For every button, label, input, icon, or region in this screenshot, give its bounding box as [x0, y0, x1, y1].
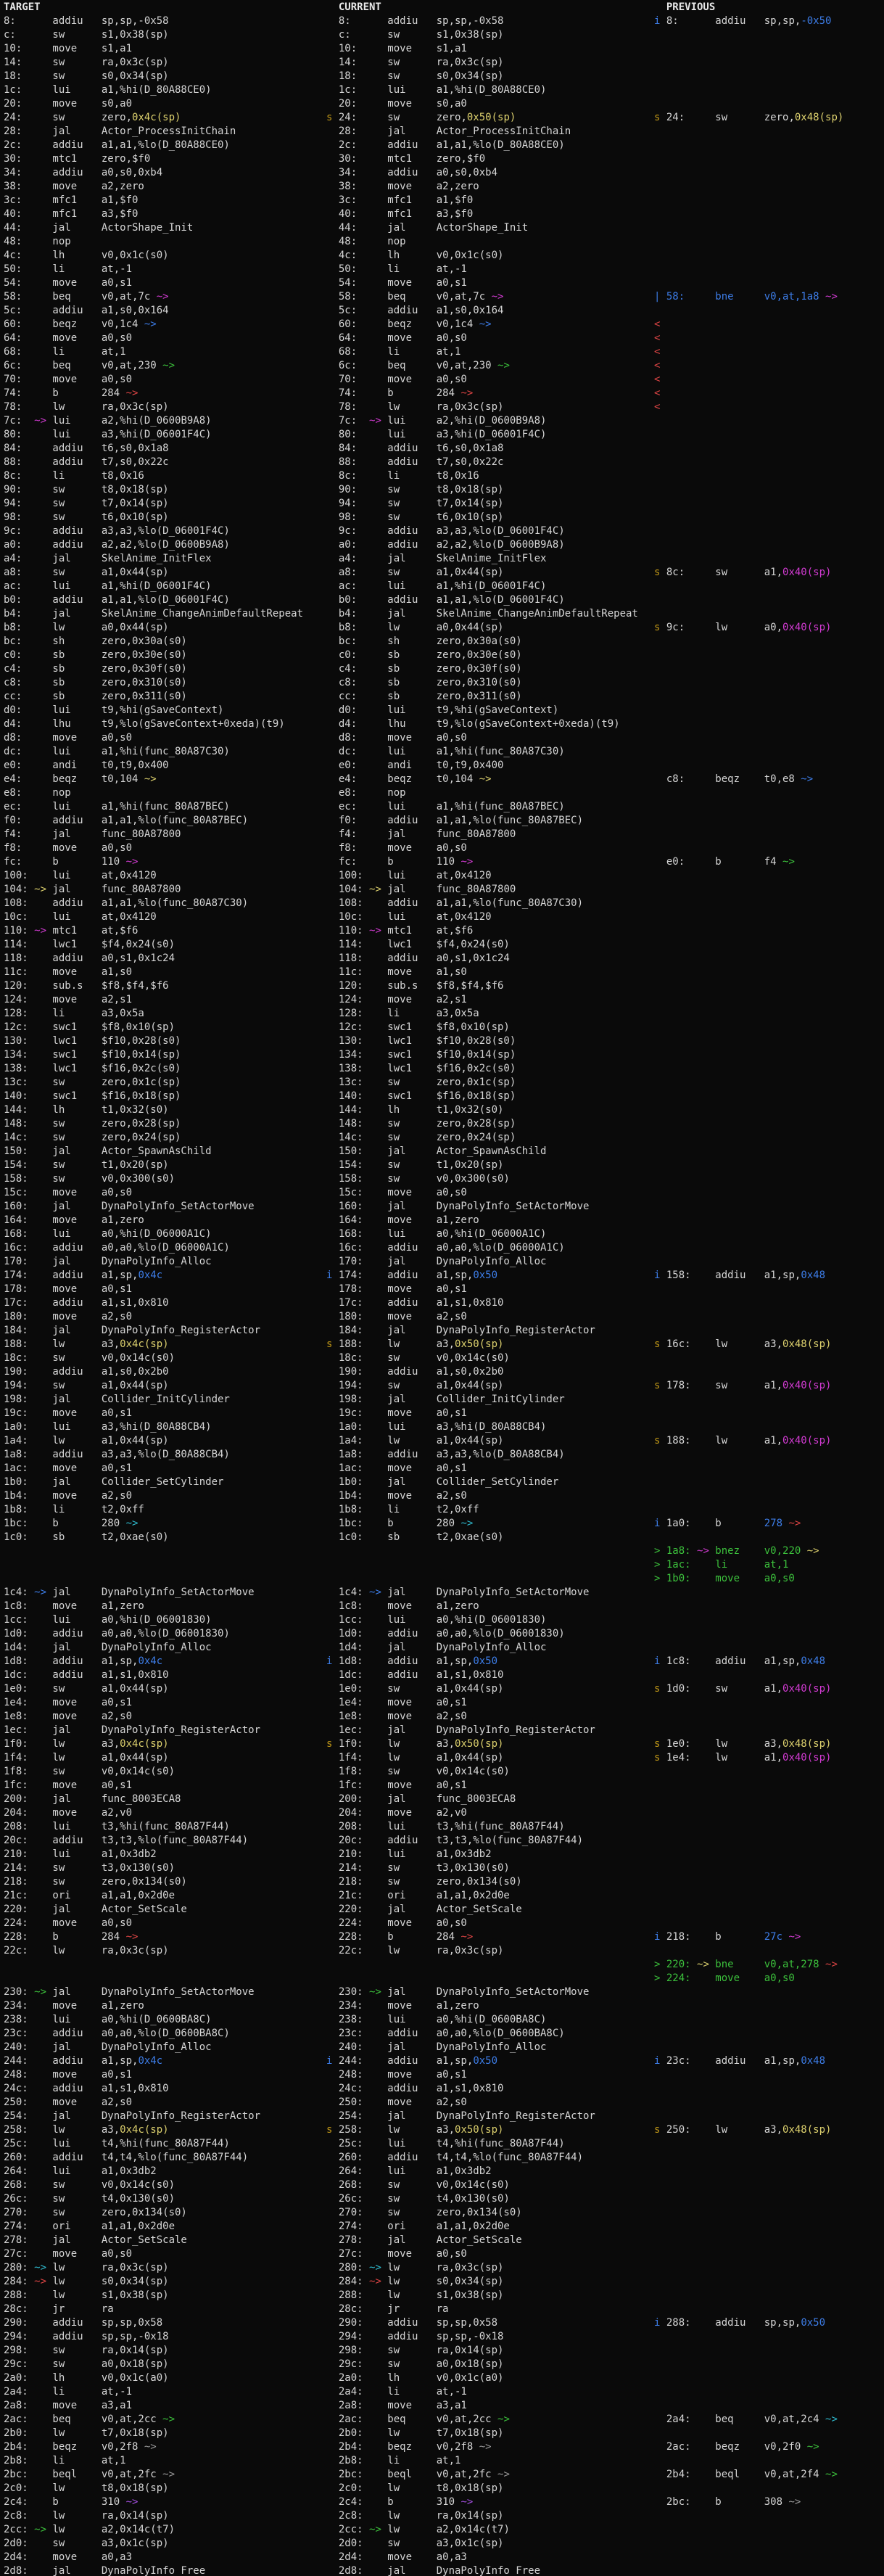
previous-column: PREVIOUS i 8: addiu sp,sp,-0x50 s 24: sw zero,0x48(sp) | 58: bne v0,at,1a8 ~> < < < < < < < s 8c: sw a1,0x40(sp) s 9c: lw a0,0x40(sp) c8: beqz t0,e8 ~> e0: b f4 ~> i 158: addiu a1,sp,0x48 s 16c: lw a3,0x48(sp) s 178: sw a1,0x40(sp) s 188: lw a1,0x40(sp) i 1a0: b 278 ~> > 1a8: ~> bnez v0,220 ~> > 1ac: li at,1 > 1b0: move a0,s0 i 1c8: addiu a1,sp,0x48 s 1d0: sw a1,0x40(sp) s 1e0: lw a3,0x48(sp) s 1e4: lw a1,0x40(sp) i 218: b 27c ~> > 220: ~> bne v0,at,278 ~> > 224: move a0,s0 i 23c: addiu a1,sp,0x48 s 250: lw a3,0x48(sp) i 288: addiu sp,sp,0x50 2a4: beq v0,at,2c4 ~> 2ac: beqz v0,2f0 ~> 2b4: beql v0,at,2f4 ~> 2bc: b 308 ~> — [654, 1, 844, 2508]
target-column: TARGET 8: addiu sp,sp,-0x58 c: sw s1,0x38(sp) 10: move s1,a1 14: sw ra,0x3c(sp) 18: sw s0,0x34(sp) 1c: lui a1,%hi(D_80A88CE0) 20: move s0,a0 24: sw zero,0x4c(sp) 28: jal Actor_ProcessInitChain 2c: addiu a1,a1,%lo(D_80A88CE0) 30: mtc1 zero,$f0 34: addiu a0,s0,0xb4 38: move a2,zero 3c: mfc1 a1,$f0 40: mfc1 a3,$f0 44: jal ActorShape_Init 48: nop 4c: lh v0,0x1c(s0) 50: li at,-1 54: move a0,s1 58: beq v0,at,7c ~> 5c: addiu a1,s0,0x164 60: beqz v0,1c4 ~> 64: move a0,s0 68: li at,1 6c: beq v0,at,230 ~> 70: move a0,s0 74: b 284 ~> 78: lw ra,0x3c(sp) 7c: ~> lui a2,%hi(D_0600B9A8) 80: lui a3,%hi(D_06001F4C) 84: addiu t6,s0,0x1a8 88: addiu t7,s0,0x22c 8c: li t8,0x16 90: sw t8,0x18(sp) 94: sw t7,0x14(sp) 98: sw t6,0x10(sp) 9c: addiu a3,a3,%lo(D_06001F4C) a0: addiu a2,a2,%lo(D_0600B9A8) a4: jal SkelAnime_InitFlex a8: sw a1,0x44(sp) ac: lui a1,%hi(D_06001F4C) b0: addiu a1,a1,%lo(D_06001F4C) b4: jal SkelAnime_ChangeAnimDefaultRepeat b8: lw a0,0x44(sp) bc: sh zero,0x30a(s0) c0: sb zero,0x30e(s0) c4: sb zero,0x30f(s0) c8: sb zero,0x310(s0) cc: sb zero,0x311(s0) d0: lui t9,%hi(gSaveContext) d4: lhu t9,%lo(gSaveContext+0xeda)(t9) d8: move a0,s0 dc: lui a1,%hi(func_80A87C30) e0: andi t0,t9,0x400 e4: beqz t0,104 ~> e8: nop ec: lui a1,%hi(func_80A87BEC) f0: addiu a1,a1,%lo(func_80A87BEC) f4: jal func_80A87800 f8: move a0,s0 fc: b 110 ~> 100: lui at,0x4120 104: ~> jal func_80A87800 108: addiu a1,a1,%lo(func_80A87C30) 10c: lui at,0x4120 110: ~> mtc1 at,$f6 114: lwc1 $f4,0x24(s0) 118: addiu a0,s1,0x1c24 11c: move a1,s0 120: sub.s $f8,$f4,$f6 124: move a2,s1 128: li a3,0x5a 12c: swc1 $f8,0x10(sp) 130: lwc1 $f10,0x28(s0) 134: swc1 $f10,0x14(sp) 138: lwc1 $f16,0x2c(s0) 13c: sw zero,0x1c(sp) 140: swc1 $f16,0x18(sp) 144: lh t1,0x32(s0) 148: sw zero,0x28(sp) 14c: sw zero,0x24(sp) 150: jal Actor_SpawnAsChild 154: sw t1,0x20(sp) 158: sw v0,0x300(s0) 15c: move a0,s0 160: jal DynaPolyInfo_SetActorMove 164: move a1,zero 168: lui a0,%hi(D_06000A1C) 16c: addiu a0,a0,%lo(D_06000A1C) 170: jal DynaPolyInfo_Alloc 174: addiu a1,sp,0x4c 178: move a0,s1 17c: addiu a1,s1,0x810 180: move a2,s0 184: jal DynaPolyInfo_RegisterActor 188: lw a3,0x4c(sp) 18c: sw v0,0x14c(s0) 190: addiu a1,s0,0x2b0 194: sw a1,0x44(sp) 198: jal Collider_InitCylinder 19c: move a0,s1 1a0: lui a3,%hi(D_80A88CB4) 1a4: lw a1,0x44(sp) 1a8: addiu a3,a3,%lo(D_80A88CB4) 1ac: move a0,s1 1b0: jal Collider_SetCylinder 1b4: move a2,s0 1b8: li t2,0xff 1bc: b 280 ~> 1c0: sb t2,0xae(s0) 1c4: ~> jal DynaPolyInfo_SetActorMove 1c8: move a1,zero 1cc: lui a0,%hi(D_06001830) 1d0: addiu a0,a0,%lo(D_06001830) 1d4: jal DynaPolyInfo_Alloc 1d8: addiu a1,sp,0x4c 1dc: addiu a1,s1,0x810 1e0: sw a1,0x44(sp) 1e4: move a0,s1 1e8: move a2,s0 1ec: jal DynaPolyInfo_RegisterActor 1f0: lw a3,0x4c(sp) 1f4: lw a1,0x44(sp) 1f8: sw v0,0x14c(s0) 1fc: move a0,s1 200: jal func_8003ECA8 204: move a2,v0 208: lui t3,%hi(func_80A87F44) 20c: addiu t3,t3,%lo(func_80A87F44) 210: lui a1,0x3db2 214: sw t3,0x130(s0) 218: sw zero,0x134(s0) 21c: ori a1,a1,0x2d0e 220: jal Actor_SetScale 224: move a0,s0 228: b 284 ~> 22c: lw ra,0x3c(sp) 230: ~> jal DynaPolyInfo_SetActorMove 234: move a1,zero 238: lui a0,%hi(D_0600BA8C) 23c: addiu a0,a0,%lo(D_0600BA8C) 240: jal DynaPolyInfo_Alloc 244: addiu a1,sp,0x4c 248: move a0,s1 24c: addiu a1,s1,0x810 250: move a2,s0 254: jal DynaPolyInfo_RegisterActor 258: lw a3,0x4c(sp) 25c: lui t4,%hi(func_80A87F44) 260: addiu t4,t4,%lo(func_80A87F44) 264: lui a1,0x3db2 268: sw v0,0x14c(s0) 26c: sw t4,0x130(s0) 270: sw zero,0x134(s0) 274: ori a1,a1,0x2d0e 278: jal Actor_SetScale 27c: move a0,s0 280: ~> lw ra,0x3c(sp) 284: ~> lw s0,0x34(sp) 288: lw s1,0x38(sp) 28c: jr ra 290: addiu sp,sp,0x58 294: addiu sp,sp,-0x18 298: sw ra,0x14(sp) 29c: sw a0,0x18(sp) 2a0: lh v0,0x1c(a0) 2a4: li at,-1 2a8: move a3,a1 2ac: beq v0,at,2cc ~> 2b0: lw t7,0x18(sp) 2b4: beqz v0,2f8 ~> 2b8: li at,1 2bc: beql v0,at,2fc ~> 2c0: lw t8,0x18(sp) 2c4: b 310 ~> 2c8: lw ra,0x14(sp) 2cc: ~> lw a2,0x14c(t7) 2d0: sw a3,0x1c(sp) 2d4: move a0,a3 2d8: jal DynaPolyInfo_Free — [4, 1, 304, 2576]
current-column: CURRENT 8: addiu sp,sp,-0x58 c: sw s1,0x38(sp) 10: move s1,a1 14: sw ra,0x3c(sp) 18: sw s0,0x34(sp) 1c: lui a1,%hi(D_80A88CE0) 20: move s0,a0 s 24: sw zero,0x50(sp) 28: jal Actor_ProcessInitChain 2c: addiu a1,a1,%lo(D_80A88CE0) 30: mtc1 zero,$f0 34: addiu a0,s0,0xb4 38: move a2,zero 3c: mfc1 a1,$f0 40: mfc1 a3,$f0 44: jal ActorShape_Init 48: nop 4c: lh v0,0x1c(s0) 50: li at,-1 54: move a0,s1 58: beq v0,at,7c ~> 5c: addiu a1,s0,0x164 60: beqz v0,1c4 ~> 64: move a0,s0 68: li at,1 6c: beq v0,at,230 ~> 70: move a0,s0 74: b 284 ~> 78: lw ra,0x3c(sp) 7c: ~> lui a2,%hi(D_0600B9A8) 80: lui a3,%hi(D_06001F4C) 84: addiu t6,s0,0x1a8 88: addiu t7,s0,0x22c 8c: li t8,0x16 90: sw t8,0x18(sp) 94: sw t7,0x14(sp) 98: sw t6,0x10(sp) 9c: addiu a3,a3,%lo(D_06001F4C) a0: addiu a2,a2,%lo(D_0600B9A8) a4: jal SkelAnime_InitFlex a8: sw a1,0x44(sp) ac: lui a1,%hi(D_06001F4C) b0: addiu a1,a1,%lo(D_06001F4C) b4: jal SkelAnime_ChangeAnimDefaultRepeat b8: lw a0,0x44(sp) bc: sh zero,0x30a(s0) c0: sb zero,0x30e(s0) c4: sb zero,0x30f(s0) c8: sb zero,0x310(s0) cc: sb zero,0x311(s0) d0: lui t9,%hi(gSaveContext) d4: lhu t9,%lo(gSaveContext+0xeda)(t9) d8: move a0,s0 dc: lui a1,%hi(func_80A87C30) e0: andi t0,t9,0x400 e4: beqz t0,104 ~> e8: nop ec: lui a1,%hi(func_80A87BEC) f0: addiu a1,a1,%lo(func_80A87BEC) f4: jal func_80A87800 f8: move a0,s0 fc: b 110 ~> 100: lui at,0x4120 104: ~> jal func_80A87800 108: addiu a1,a1,%lo(func_80A87C30) 10c: lui at,0x4120 110: ~> mtc1 at,$f6 114: lwc1 $f4,0x24(s0) 118: addiu a0,s1,0x1c24 11c: move a1,s0 120: sub.s $f8,$f4,$f6 124: move a2,s1 128: li a3,0x5a 12c: swc1 $f8,0x10(sp) 130: lwc1 $f10,0x28(s0) 134: swc1 $f10,0x14(sp) 138: lwc1 $f16,0x2c(s0) 13c: sw zero,0x1c(sp) 140: swc1 $f16,0x18(sp) 144: lh t1,0x32(s0) 148: sw zero,0x28(sp) 14c: sw zero,0x24(sp) 150: jal Actor_SpawnAsChild 154: sw t1,0x20(sp) 158: sw v0,0x300(s0) 15c: move a0,s0 160: jal DynaPolyInfo_SetActorMove 164: move a1,zero 168: lui a0,%hi(D_06000A1C) 16c: addiu a0,a0,%lo(D_06000A1C) 170: jal DynaPolyInfo_Alloc i 174: addiu a1,sp,0x50 178: move a0,s1 17c: addiu a1,s1,0x810 180: move a2,s0 184: jal DynaPolyInfo_RegisterActor s 188: lw a3,0x50(sp) 18c: sw v0,0x14c(s0) 190: addiu a1,s0,0x2b0 194: sw a1,0x44(sp) 198: jal Collider_InitCylinder 19c: move a0,s1 1a0: lui a3,%hi(D_80A88CB4) 1a4: lw a1,0x44(sp) 1a8: addiu a3,a3,%lo(D_80A88CB4) 1ac: move a0,s1 1b0: jal Collider_SetCylinder 1b4: move a2,s0 1b8: li t2,0xff 1bc: b 280 ~> 1c0: sb t2,0xae(s0) 1c4: ~> jal DynaPolyInfo_SetActorMove 1c8: move a1,zero 1cc: lui a0,%hi(D_06001830) 1d0: addiu a0,a0,%lo(D_06001830) 1d4: jal DynaPolyInfo_Alloc i 1d8: addiu a1,sp,0x50 1dc: addiu a1,s1,0x810 1e0: sw a1,0x44(sp) 1e4: move a0,s1 1e8: move a2,s0 1ec: jal DynaPolyInfo_RegisterActor s 1f0: lw a3,0x50(sp) 1f4: lw a1,0x44(sp) 1f8: sw v0,0x14c(s0) 1fc: move a0,s1 200: jal func_8003ECA8 204: move a2,v0 208: lui t3,%hi(func_80A87F44) 20c: addiu t3,t3,%lo(func_80A87F44) 210: lui a1,0x3db2 214: sw t3,0x130(s0) 218: sw zero,0x134(s0) 21c: ori a1,a1,0x2d0e 220: jal Actor_SetScale 224: move a0,s0 228: b 284 ~> 22c: lw ra,0x3c(sp) 230: ~> jal DynaPolyInfo_SetActorMove 234: move a1,zero 238: lui a0,%hi(D_0600BA8C) 23c: addiu a0,a0,%lo(D_0600BA8C) 240: jal DynaPolyInfo_Alloc i 244: addiu a1,sp,0x50 248: move a0,s1 24c: addiu a1,s1,0x810 250: move a2,s0 254: jal DynaPolyInfo_RegisterActor s 258: lw a3,0x50(sp) 25c: lui t4,%hi(func_80A87F44) 260: addiu t4,t4,%lo(func_80A87F44) 264: lui a1,0x3db2 268: sw v0,0x14c(s0) 26c: sw t4,0x130(s0) 270: sw zero,0x134(s0) 274: ori a1,a1,0x2d0e 278: jal Actor_SetScale 27c: move a0,s0 280: ~> lw ra,0x3c(sp) 284: ~> lw s0,0x34(sp) 288: lw s1,0x38(sp) 28c: jr ra 290: addiu sp,sp,0x58 294: addiu sp,sp,-0x18 298: sw ra,0x14(sp) 29c: sw a0,0x18(sp) 2a0: lh v0,0x1c(a0) 2a4: li at,-1 2a8: move a3,a1 2ac: beq v0,at,2cc ~> 2b0: lw t7,0x18(sp) 2b4: beqz v0,2f8 ~> 2b8: li at,1 2bc: beql v0,at,2fc ~> 2c0: lw t8,0x18(sp) 2c4: b 310 ~> 2c8: lw ra,0x14(sp) 2cc: ~> lw a2,0x14c(t7) 2d0: sw a3,0x1c(sp) 2d4: move a0,a3 2d8: jal DynaPolyInfo_Free — [326, 1, 638, 2576]
